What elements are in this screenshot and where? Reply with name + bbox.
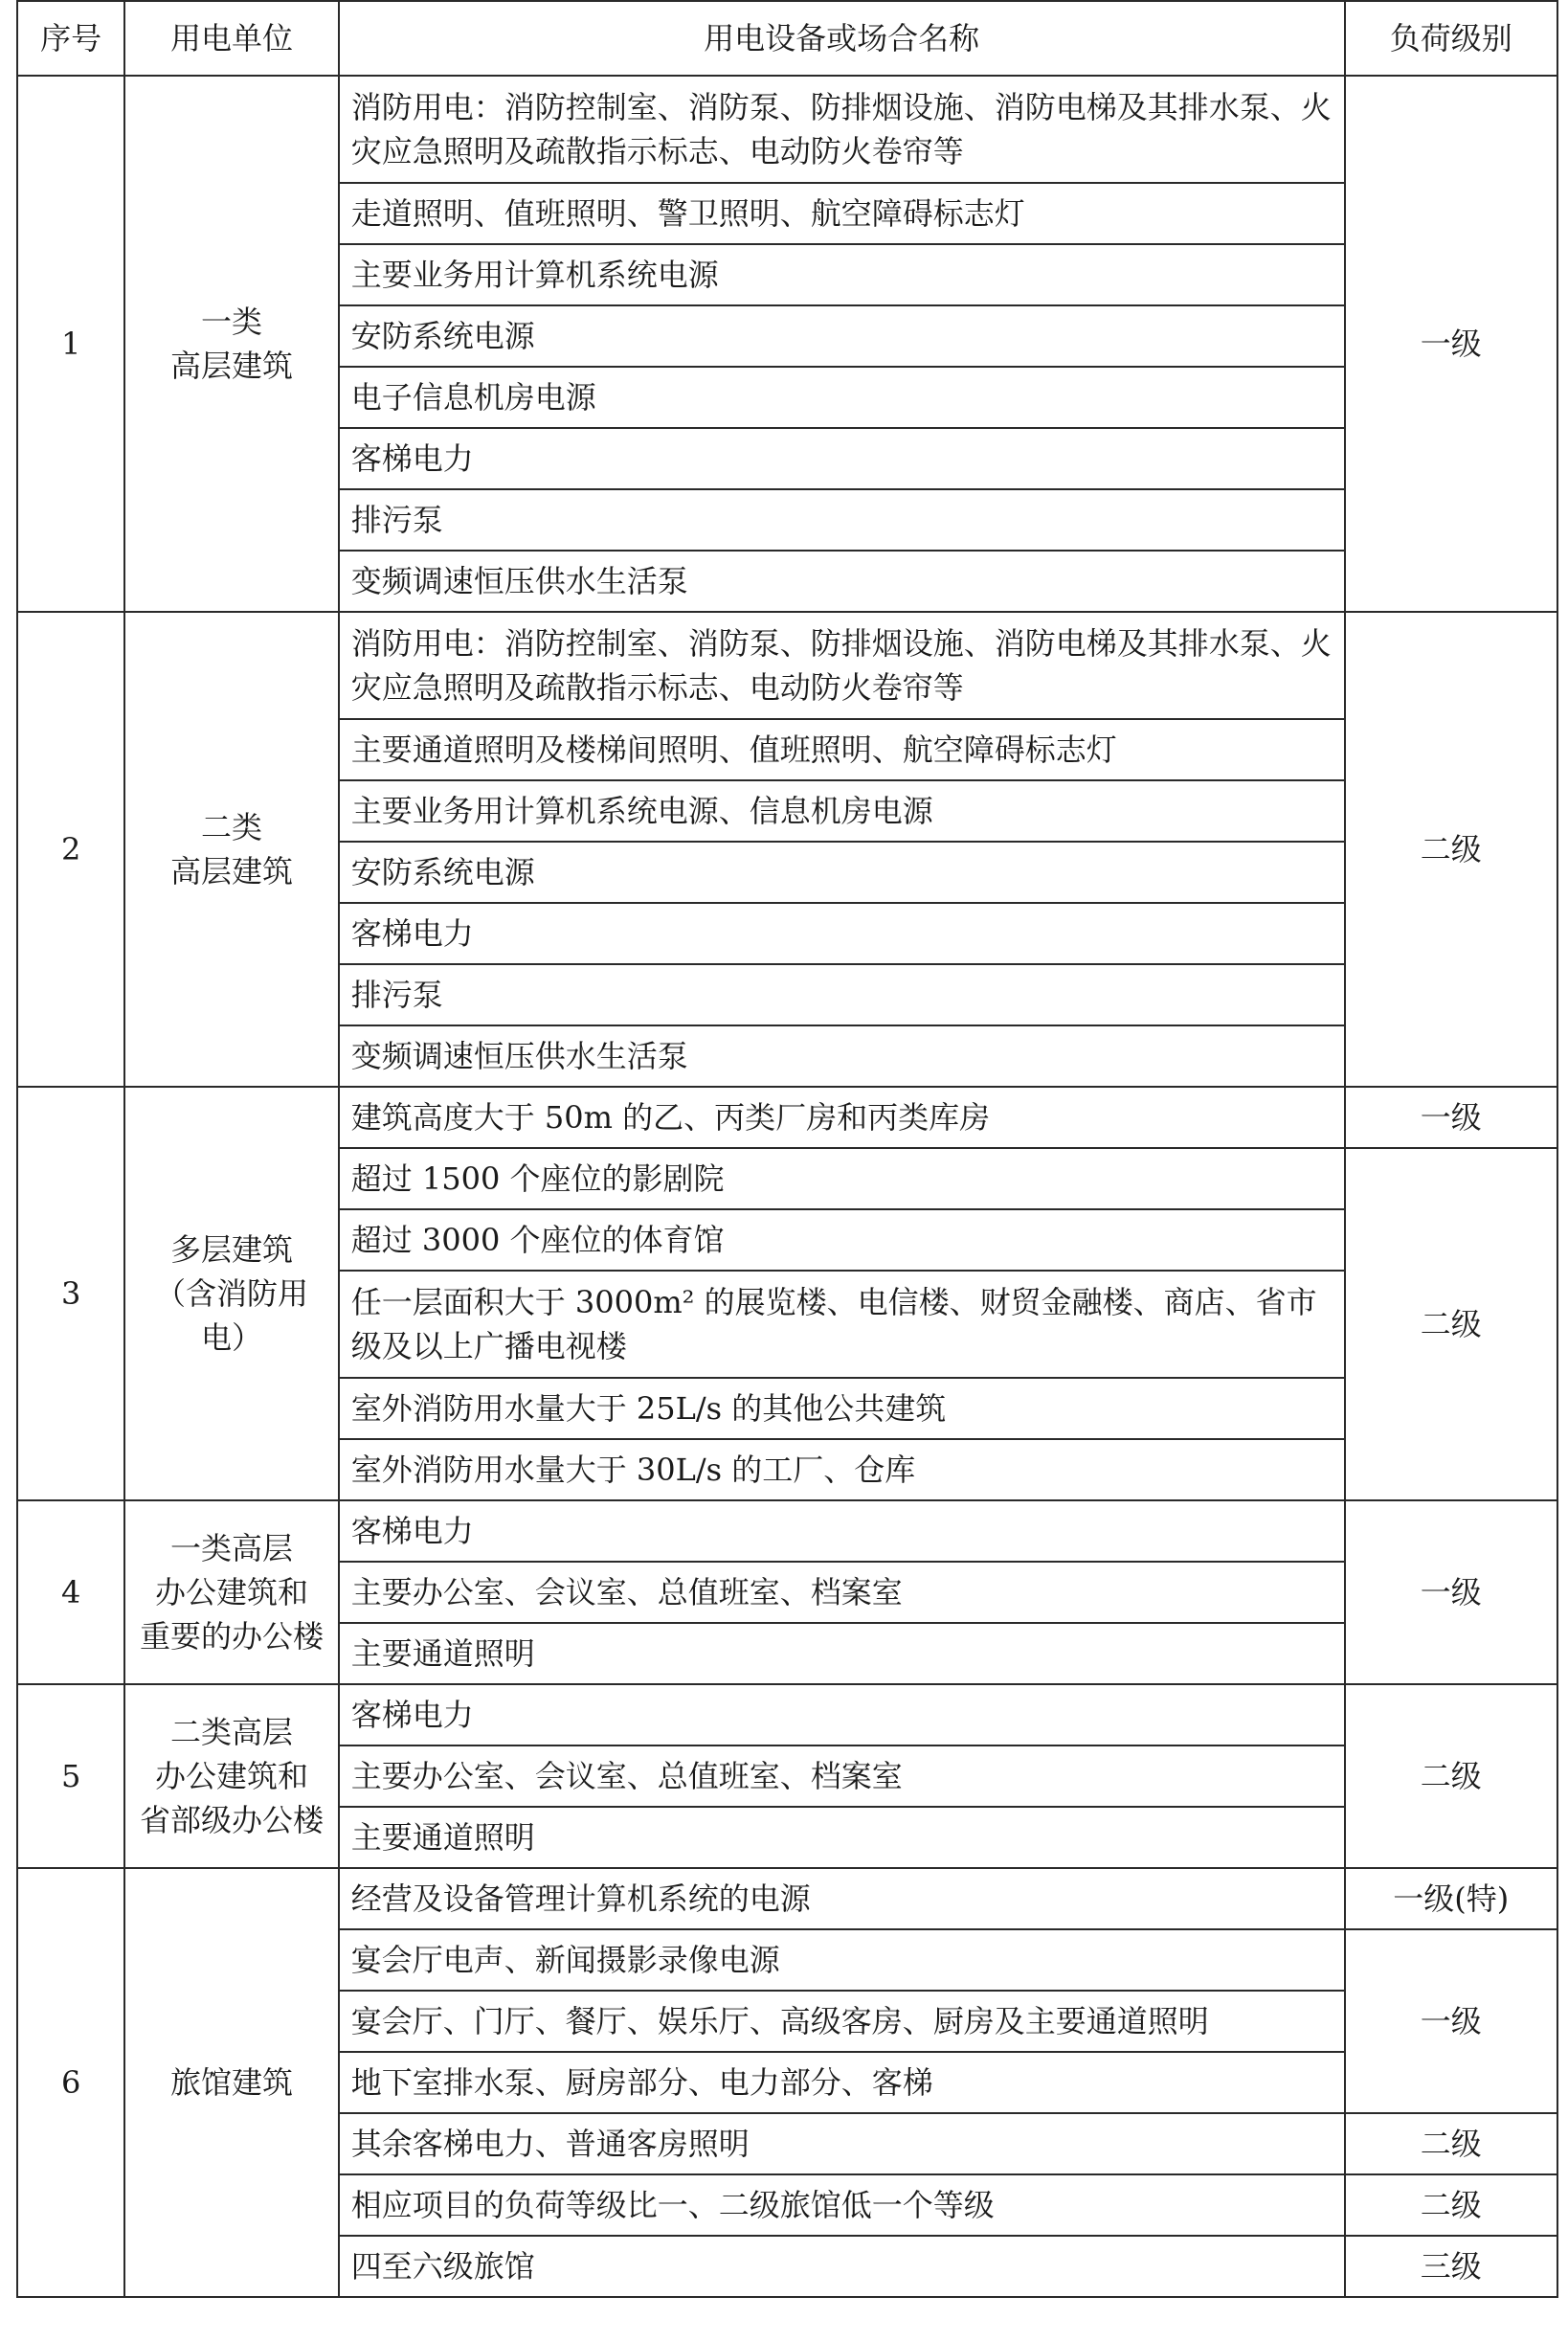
device-cell: 走道照明、值班照明、警卫照明、航空障碍标志灯 [339,183,1345,244]
table-row [17,612,1557,719]
header-unit: 用电单位 [124,1,338,76]
device-cell: 客梯电力 [339,428,1345,489]
device-cell: 其余客梯电力、普通客房照明 [339,2113,1345,2174]
device-cell: 四至六级旅馆 [339,2236,1345,2297]
load-level: 一级(特) [1345,1868,1557,1929]
device-cell: 客梯电力 [339,903,1345,964]
load-level: 一级 [1345,1929,1557,2113]
load-level: 二级 [1345,1148,1557,1500]
device-cell: 建筑高度大于 50m 的乙、丙类厂房和丙类库房 [339,1087,1345,1148]
device-cell: 安防系统电源 [339,305,1345,367]
device-cell: 主要业务用计算机系统电源、信息机房电源 [339,780,1345,842]
load-level: 一级 [1345,1087,1557,1148]
power-unit: 一类高层 办公建筑和 重要的办公楼 [124,1500,338,1684]
device-cell: 客梯电力 [339,1500,1345,1562]
row-number: 2 [17,612,124,1087]
table-row [17,1684,1557,1745]
device-cell: 宴会厅、门厅、餐厅、娱乐厅、高级客房、厨房及主要通道照明 [339,1991,1345,2052]
table-row [17,1500,1557,1562]
device-cell: 变频调速恒压供水生活泵 [339,551,1345,612]
device-cell: 主要业务用计算机系统电源 [339,244,1345,305]
device-cell: 地下室排水泵、厨房部分、电力部分、客梯 [339,2052,1345,2113]
row-number: 3 [17,1087,124,1500]
device-cell: 安防系统电源 [339,842,1345,903]
device-cell: 室外消防用水量大于 30L/s 的工厂、仓库 [339,1439,1345,1500]
load-level: 一级 [1345,76,1557,612]
device-cell: 主要通道照明及楼梯间照明、值班照明、航空障碍标志灯 [339,719,1345,780]
row-number: 5 [17,1684,124,1868]
device-cell: 室外消防用水量大于 25L/s 的其他公共建筑 [339,1378,1345,1439]
device-cell: 相应项目的负荷等级比一、二级旅馆低一个等级 [339,2174,1345,2236]
load-level: 三级 [1345,2236,1557,2297]
device-cell: 主要通道照明 [339,1623,1345,1684]
device-cell: 电子信息机房电源 [339,367,1345,428]
load-level: 二级 [1345,2174,1557,2236]
header-level: 负荷级别 [1345,1,1557,76]
device-cell: 主要办公室、会议室、总值班室、档案室 [339,1562,1345,1623]
device-cell: 超过 3000 个座位的体育馆 [339,1209,1345,1271]
device-cell: 变频调速恒压供水生活泵 [339,1025,1345,1087]
device-cell: 消防用电：消防控制室、消防泵、防排烟设施、消防电梯及其排水泵、火灾应急照明及疏散指示标志、电动防火卷帘等 [339,612,1345,719]
power-unit: 二类 高层建筑 [124,612,338,1087]
load-classification-table [16,0,1558,2298]
header-no: 序号 [17,1,124,76]
device-cell: 排污泵 [339,489,1345,551]
power-unit: 多层建筑 （含消防用电） [124,1087,338,1500]
row-number: 6 [17,1868,124,2297]
load-level: 二级 [1345,612,1557,1087]
device-cell: 任一层面积大于 3000m² 的展览楼、电信楼、财贸金融楼、商店、省市级及以上广播电视楼 [339,1271,1345,1378]
header-row [17,1,1557,76]
load-level: 二级 [1345,2113,1557,2174]
row-number: 1 [17,76,124,612]
device-cell: 宴会厅电声、新闻摄影录像电源 [339,1929,1345,1991]
table-row [17,76,1557,183]
header-device: 用电设备或场合名称 [339,1,1345,76]
load-level: 一级 [1345,1500,1557,1684]
device-cell: 消防用电：消防控制室、消防泵、防排烟设施、消防电梯及其排水泵、火灾应急照明及疏散指示标志、电动防火卷帘等 [339,76,1345,183]
power-unit: 旅馆建筑 [124,1868,338,2297]
power-unit: 二类高层 办公建筑和 省部级办公楼 [124,1684,338,1868]
device-cell: 排污泵 [339,964,1345,1025]
device-cell: 主要办公室、会议室、总值班室、档案室 [339,1745,1345,1807]
power-unit: 一类 高层建筑 [124,76,338,612]
row-number: 4 [17,1500,124,1684]
table-row [17,1868,1557,1929]
load-level: 二级 [1345,1684,1557,1868]
device-cell: 超过 1500 个座位的影剧院 [339,1148,1345,1209]
device-cell: 客梯电力 [339,1684,1345,1745]
device-cell: 主要通道照明 [339,1807,1345,1868]
table-row [17,1087,1557,1148]
device-cell: 经营及设备管理计算机系统的电源 [339,1868,1345,1929]
